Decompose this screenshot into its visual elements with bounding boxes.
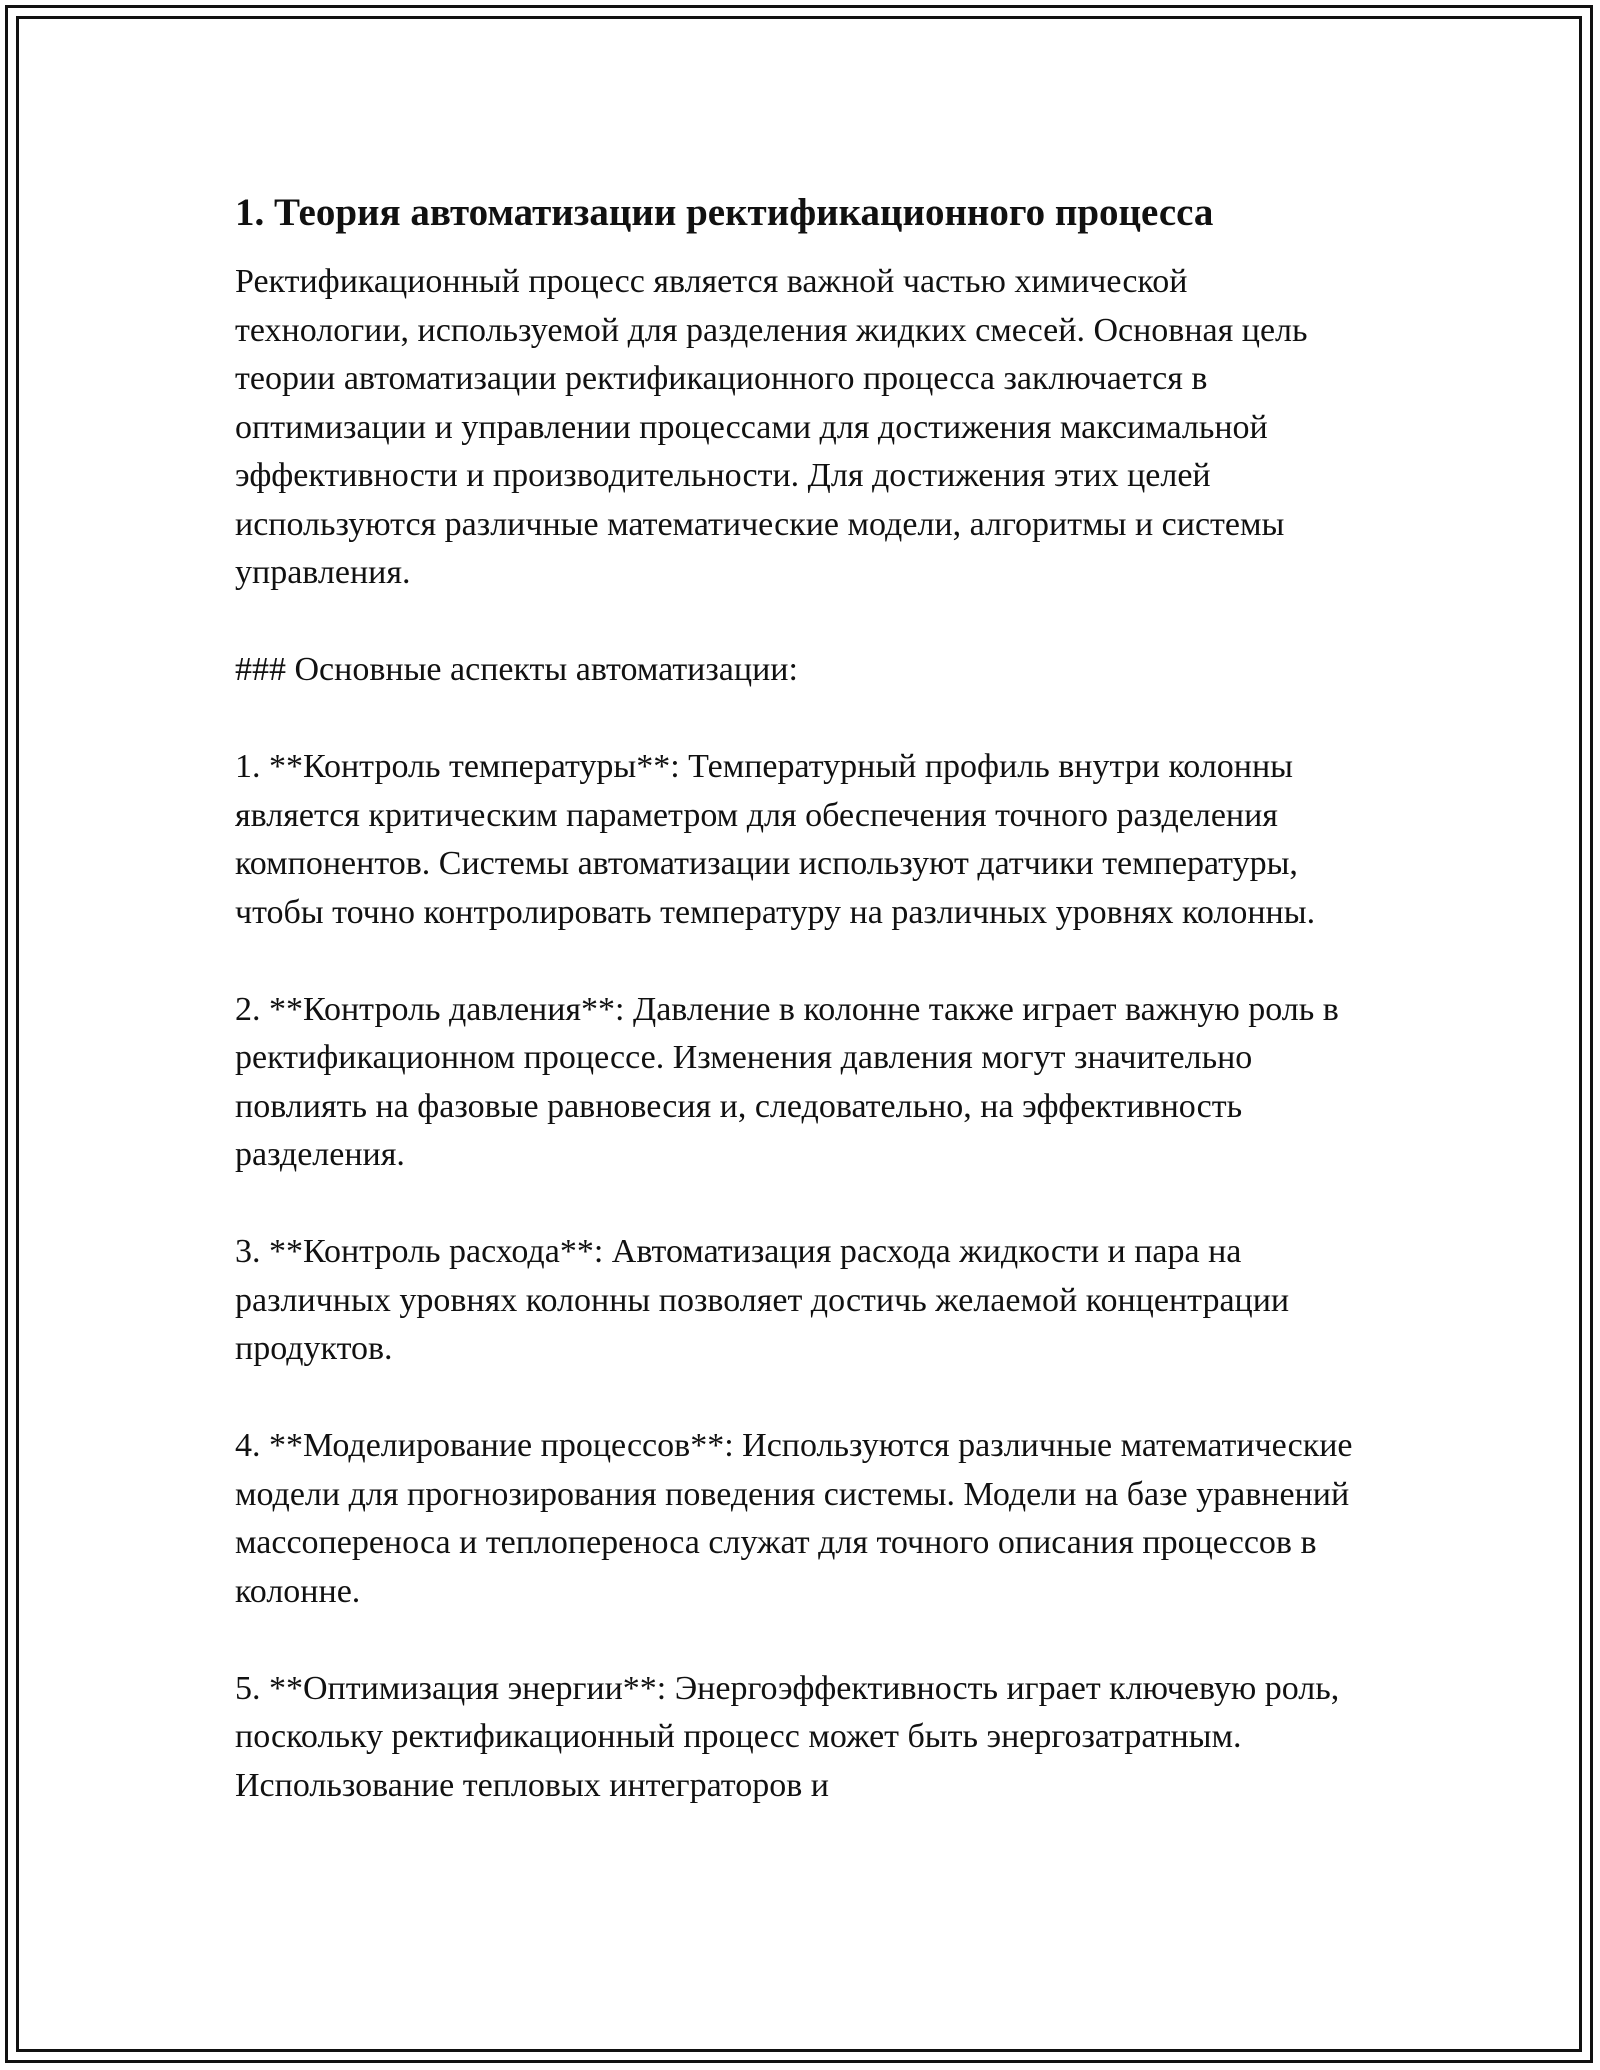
list-item: 5. **Оптимизация энергии**: Энергоэффективность играет ключевую роль, поскольку ректификационный процесс может быть энергозатратным. Использование тепловых интеграторов и (235, 1669, 1340, 1804)
list-item: 4. **Моделирование процессов**: Используются различные математические модели для прогнозирования поведения системы. Модели на базе уравнений массопереноса и теплопереноса служат для точного описания процессов в колонне. (235, 1427, 1353, 1610)
intro-paragraph: Ректификационный процесс является важной частью химической технологии, используемой для разделения жидких смесей. Основная цель теории автоматизации ректификационного процесса заключается в оптимизации и управлении процессами для достижения максимальной эффективности и производительности. Для достижения этих целей используются различные математические модели, алгоритмы и системы управления. (235, 263, 1308, 591)
list-item: 3. **Контроль расхода**: Автоматизация расхода жидкости и пара на различных уровнях колонны позволяет достичь желаемой концентрации продуктов. (235, 1233, 1290, 1367)
list-item: 1. **Контроль температуры**: Температурный профиль внутри колонны является критическим параметром для обеспечения точного разделения компонентов. Системы автоматизации используют датчики температуры, чтобы точно контролировать температуру на различных уровнях колонны. (235, 748, 1316, 931)
list-item: 2. **Контроль давления**: Давление в колонне также играет важную роль в ректификационном процессе. Изменения давления могут значительно повлиять на фазовые равновесия и, следовательно, на эффективность разделения. (235, 990, 1339, 1173)
section-heading: ### Основные аспекты автоматизации: (235, 651, 798, 688)
document-body (235, 185, 1365, 1810)
document-title: 1. Теория автоматизации ректификационного процесса (235, 191, 1214, 234)
